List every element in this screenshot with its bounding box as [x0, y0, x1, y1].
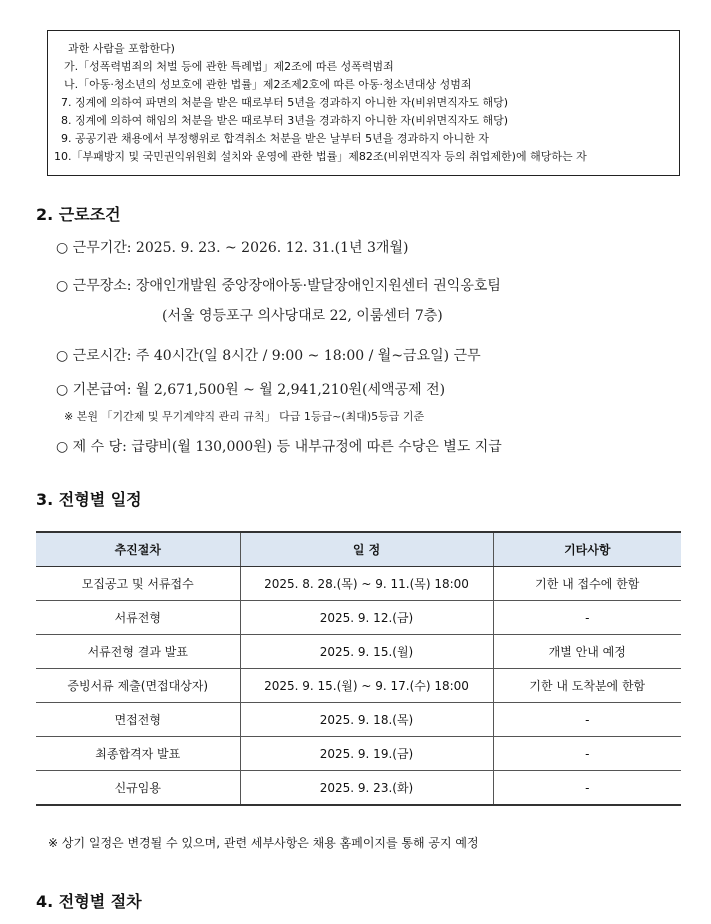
section-title-procedure: 4. 전형별 절차 [36, 892, 142, 911]
schedule-footnote: ※ 상기 일정은 변경될 수 있으며, 관련 세부사항은 채용 홈페이지를 통해 공지 예정 [48, 836, 479, 850]
column-header: 추진절차 [36, 532, 240, 567]
section-title-schedule: 3. 전형별 일정 [36, 490, 142, 509]
date-cell: 2025. 9. 19.(금) [240, 737, 493, 771]
date-cell: 2025. 9. 15.(월) ~ 9. 17.(수) 18:00 [240, 669, 493, 703]
table-header-row [36, 532, 681, 567]
pay-note: ※ 본원 「기간제 및 무기계약직 관리 규칙」 다급 1등급~(최대)5등급 기준 [64, 410, 425, 423]
table-row [36, 635, 681, 669]
date-cell: 2025. 9. 18.(목) [240, 703, 493, 737]
table-row [36, 737, 681, 771]
date-cell: 2025. 9. 12.(금) [240, 601, 493, 635]
box-line: 나.「아동·청소년의 성보호에 관한 법률」제2조제2호에 따른 아동·청소년대상 성범죄 [64, 78, 472, 91]
note-cell: - [493, 771, 681, 806]
column-header: 일 정 [240, 532, 493, 567]
step-cell: 최종합격자 발표 [36, 737, 240, 771]
box-line: 8. 징계에 의하여 해임의 처분을 받은 때로부터 3년을 경과하지 아니한 자(비위면직자도 해당) [61, 114, 509, 127]
column-header: 기타사항 [493, 532, 681, 567]
box-line: 10.「부패방지 및 국민권익위원회 설치와 운영에 관한 법률」제82조(비위면직자 등의 취업제한)에 해당하는 자 [54, 150, 587, 163]
table-row [36, 567, 681, 601]
disqualification-box [47, 30, 680, 176]
table-row [36, 703, 681, 737]
table-row [36, 771, 681, 806]
note-cell: - [493, 601, 681, 635]
work-place: ○ 근무장소: 장애인개발원 중앙장애아동·발달장애인지원센터 권익옹호팀 [56, 278, 501, 294]
section-title-working-conditions: 2. 근로조건 [36, 205, 121, 224]
note-cell: 기한 내 도착분에 한함 [493, 669, 681, 703]
step-cell: 면접전형 [36, 703, 240, 737]
date-cell: 2025. 9. 23.(화) [240, 771, 493, 806]
date-cell: 2025. 9. 15.(월) [240, 635, 493, 669]
table-row [36, 669, 681, 703]
box-line: 가.「성폭력범죄의 처벌 등에 관한 특례법」제2조에 따른 성폭력범죄 [64, 60, 394, 73]
note-cell: 개별 안내 예정 [493, 635, 681, 669]
schedule-table [36, 531, 681, 806]
allowance: ○ 제 수 당: 급량비(월 130,000원) 등 내부규정에 따른 수당은 별도 지급 [56, 439, 502, 455]
box-line: 7. 징계에 의하여 파면의 처분을 받은 때로부터 5년을 경과하지 아니한 자(비위면직자도 해당) [61, 96, 509, 109]
note-cell: - [493, 737, 681, 771]
base-pay: ○ 기본급여: 월 2,671,500원 ~ 월 2,941,210원(세액공제 전) [56, 382, 446, 398]
date-cell: 2025. 8. 28.(목) ~ 9. 11.(목) 18:00 [240, 567, 493, 601]
box-line: 과한 사람을 포함한다) [68, 42, 175, 55]
work-period: ○ 근무기간: 2025. 9. 23. ~ 2026. 12. 31.(1년 3개월) [56, 240, 409, 256]
step-cell: 증빙서류 제출(면접대상자) [36, 669, 240, 703]
work-hours: ○ 근로시간: 주 40시간(일 8시간 / 9:00 ~ 18:00 / 월~금요일) 근무 [56, 348, 481, 364]
step-cell: 신규임용 [36, 771, 240, 806]
work-place-address: (서울 영등포구 의사당대로 22, 이룸센터 7층) [162, 308, 443, 324]
step-cell: 서류전형 결과 발표 [36, 635, 240, 669]
note-cell: 기한 내 접수에 한함 [493, 567, 681, 601]
step-cell: 서류전형 [36, 601, 240, 635]
note-cell: - [493, 703, 681, 737]
step-cell: 모집공고 및 서류접수 [36, 567, 240, 601]
box-line: 9. 공공기관 채용에서 부정행위로 합격취소 처분을 받은 날부터 5년을 경과하지 아니한 자 [61, 132, 489, 145]
table-row [36, 601, 681, 635]
